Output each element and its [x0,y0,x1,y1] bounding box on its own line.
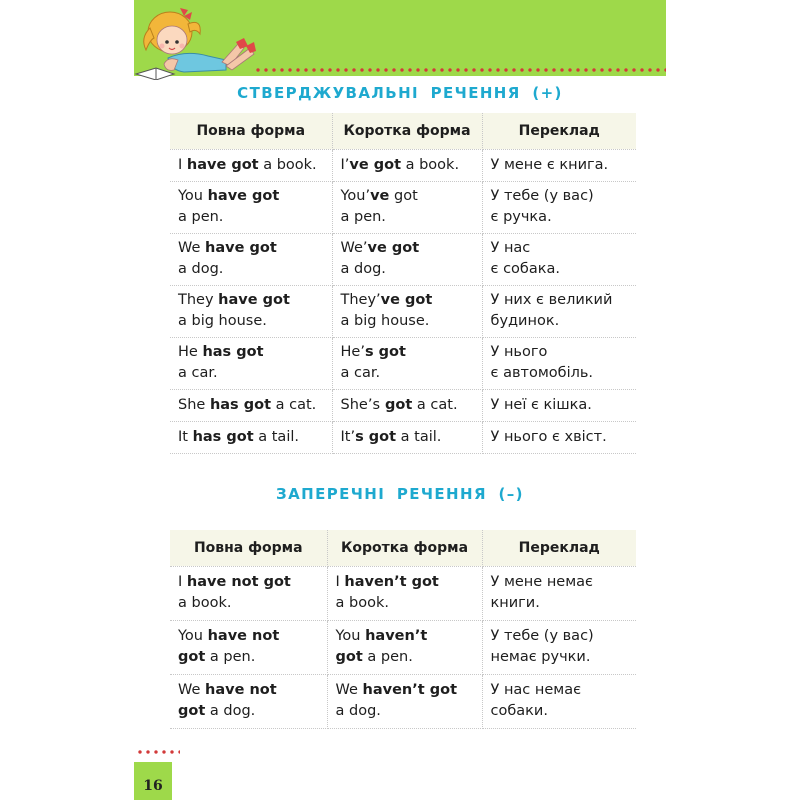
table-row [170,285,636,337]
verb-highlight: have got [207,188,280,204]
verb-highlight: ve [370,188,390,204]
sentence-text: They’ [340,292,381,308]
negative-table [170,530,636,729]
sentence-text: She’ [340,396,373,413]
sentence-text: We [178,682,206,698]
verb-highlight: got [178,649,206,665]
sentence-text: We’ [340,240,368,256]
translation-line: У тебе (у вас) [490,188,594,204]
sentence-text: I [335,574,345,590]
translation-cell [482,421,636,453]
table-row [170,674,636,728]
sentence-text: She [178,396,210,413]
sentence-text: a car. [340,365,381,381]
header-full-form: Повна форма [170,113,332,149]
cell-line [178,593,319,614]
full-form-cell [170,149,332,181]
verb-highlight: has got [209,396,271,413]
translation-cell [482,337,636,389]
cell-line [341,311,474,332]
sentence-text: a cat. [412,396,458,413]
sentence-text: a book. [258,156,317,173]
header-dots [254,68,666,72]
full-form-cell [170,285,332,337]
short-form-cell [332,285,482,337]
translation-line: собаки. [490,703,548,719]
cell-line [178,311,324,332]
translation-line: немає ручки. [490,649,591,665]
translation-cell [482,285,636,337]
full-form-cell [170,181,332,233]
translation-line: є ручка. [490,209,552,225]
cell-line [341,290,474,311]
translation-line: У мене немає [490,574,593,590]
sentence-text: He [178,344,203,360]
cell-line [178,207,324,228]
sentence-text: a big house. [340,313,430,329]
short-form-cell [332,389,482,421]
sentence-text: s [372,396,380,413]
translation-line: є автомобіль. [490,365,594,381]
cell-line [178,155,324,176]
verb-highlight: have got [186,156,259,173]
short-form-cell [332,181,482,233]
cell-line [336,701,474,722]
cell-line [178,572,319,593]
sentence-text: a book. [401,156,460,173]
sentence-text: You [178,188,208,204]
sentence-text: a dog. [178,261,224,277]
short-form-cell [332,421,482,453]
cell-line [336,626,474,647]
verb-highlight: has got [192,428,254,445]
sentence-text: got [389,188,418,204]
translation-line: У нього [490,344,548,360]
sentence-text: a pen. [205,649,256,665]
cell-line [341,238,474,259]
cell-line [341,259,474,280]
sentence-text: a cat. [271,396,317,413]
verb-highlight: haven’t [365,628,428,644]
cell-line [341,186,474,207]
sentence-text: a tail. [253,428,299,445]
translation-line: будинок. [490,313,560,329]
translation-line: У нього є хвіст. [490,428,607,445]
verb-highlight: have not got [186,574,291,590]
cell-line [341,427,474,448]
table-row [170,389,636,421]
sentence-text: It’ [340,428,356,445]
translation-line: У тебе (у вас) [490,628,594,644]
verb-highlight: got [335,649,363,665]
girl-reading-illustration [134,4,256,80]
translation-cell [482,674,636,728]
cell-line [341,342,474,363]
sentence-text: We [335,682,363,698]
full-form-cell [170,337,332,389]
cell-line [178,186,324,207]
sentence-text: I [178,574,187,590]
negative-title: ЗАПЕРЕЧНІ РЕЧЕННЯ (–) [276,485,524,503]
full-form-cell [170,674,327,728]
verb-highlight: s got [355,428,397,445]
header-full-form: Повна форма [170,530,327,566]
cell-line [336,572,474,593]
sentence-text: a pen. [340,209,386,225]
table-row [170,421,636,453]
cell-line [178,701,319,722]
table-row [170,337,636,389]
translation-line: У нас немає [490,682,582,698]
translation-line: У нас [490,240,531,256]
verb-highlight: haven’t got [344,574,439,590]
full-form-cell [170,620,327,674]
short-form-cell [332,149,482,181]
full-form-cell [170,421,332,453]
short-form-cell [332,233,482,285]
cell-line [178,647,319,668]
header-translation: Переклад [482,113,636,149]
sentence-text: You [178,628,208,644]
translation-cell [482,566,636,620]
translation-line: У неї є кішка. [490,396,592,413]
page-number: 16 [143,778,163,794]
sentence-text: a dog. [335,703,381,719]
sentence-text: a car. [178,365,218,381]
full-form-cell [170,233,332,285]
table-row [170,620,636,674]
sentence-text: They [178,292,219,308]
sentence-text: a book. [335,595,389,611]
sentence-text: a tail. [396,428,442,445]
short-form-cell [327,620,482,674]
cell-line [341,207,474,228]
sentence-text: You’ [340,188,371,204]
verb-highlight: have not [207,628,280,644]
sentence-text: We [178,240,206,256]
sentence-text: I’ [340,156,350,173]
verb-highlight: s got [364,344,406,360]
translation-cell [482,233,636,285]
cell-line [178,259,324,280]
sentence-text: I [178,156,187,173]
table-row [170,149,636,181]
full-form-cell [170,389,332,421]
verb-highlight: got [178,703,206,719]
translation-line: У них є великий [490,292,613,308]
sentence-text: a pen. [362,649,413,665]
table-row [170,233,636,285]
header-translation: Переклад [482,530,636,566]
verb-highlight: ve got [367,240,420,256]
cell-line [336,680,474,701]
verb-highlight: have got [205,240,277,256]
short-form-cell [327,674,482,728]
cell-line [336,647,474,668]
table-header-row [170,113,636,149]
sentence-text: a book. [178,595,232,611]
verb-highlight: has got [202,344,264,360]
full-form-cell [170,566,327,620]
table-header-row [170,530,636,566]
sentence-text: a dog. [340,261,386,277]
verb-highlight: ve got [380,292,433,308]
header-short-form: Коротка форма [327,530,482,566]
translation-cell [482,620,636,674]
verb-highlight: got [380,396,413,413]
cell-line [341,395,474,416]
cell-line [178,363,324,384]
short-form-cell [327,566,482,620]
cell-line [178,680,319,701]
cell-line [178,395,324,416]
cell-line [341,155,474,176]
translation-line: є собака. [490,261,560,277]
table-row [170,566,636,620]
sentence-text: He’ [340,344,365,360]
verb-highlight: have not [205,682,277,698]
short-form-cell [332,337,482,389]
cell-line [178,342,324,363]
table-row [170,181,636,233]
cell-line [178,427,324,448]
translation-line: книги. [490,595,540,611]
sentence-text: You [335,628,366,644]
translation-cell [482,181,636,233]
verb-highlight: have got [218,292,290,308]
sentence-text: It [178,428,193,445]
cell-line [178,290,324,311]
translation-cell [482,389,636,421]
affirmative-table [170,113,636,454]
sentence-text: a dog. [205,703,256,719]
verb-highlight: haven’t got [362,682,458,698]
sentence-text: a big house. [178,313,267,329]
cell-line [336,593,474,614]
affirmative-title: СТВЕРДЖУВАЛЬНІ РЕЧЕННЯ (+) [237,84,563,102]
cell-line [178,626,319,647]
sentence-text: a pen. [178,209,224,225]
cell-line [178,238,324,259]
footer-dots [136,750,180,754]
verb-highlight: ve got [349,156,401,173]
header-short-form: Коротка форма [332,113,482,149]
translation-line: У мене є книга. [490,156,609,173]
cell-line [341,363,474,384]
translation-cell [482,149,636,181]
